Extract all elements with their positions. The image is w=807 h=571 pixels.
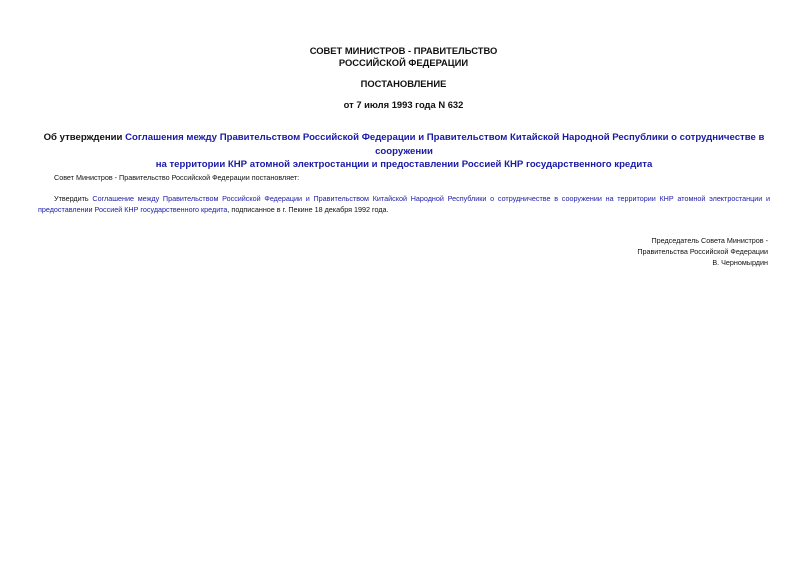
signature-line1: Председатель Совета Министров - (651, 236, 768, 245)
approval-prefix: Утвердить (54, 194, 93, 203)
preamble: Совет Министров - Правительство Российской Федерации постановляет: (54, 173, 300, 182)
agreement-link[interactable]: Соглашение между Правительством Российской Федерации и Правительством Китайской Народной Республики о сотрудничестве в сооружении на территории КНР атомной электростанции и предоставлении Россией КНР государственного кредита (38, 194, 770, 214)
title-agreement-link[interactable]: Соглашения между Правительством Российской Федерации и Правительством Китайской Народной Республики о сотрудничестве в сооружении (125, 132, 765, 157)
approval-suffix: , подписанное в г. Пекине 18 декабря 1992 года. (227, 205, 389, 214)
signature-name: В. Черномырдин (712, 258, 768, 267)
title-prefix: Об утверждении (43, 132, 126, 143)
document-date: от 7 июля 1993 года N 632 (343, 99, 464, 110)
document-title (36, 131, 772, 172)
approval-paragraph (38, 193, 770, 215)
issuing-body-line1: СОВЕТ МИНИСТРОВ - ПРАВИТЕЛЬСТВО (309, 45, 498, 56)
issuing-body-line2: РОССИЙСКОЙ ФЕДЕРАЦИИ (338, 57, 469, 68)
signature-block (637, 235, 768, 268)
document-type: ПОСТАНОВЛЕНИЕ (360, 78, 447, 89)
title-agreement-link-continued[interactable]: на территории КНР атомной электростанции и предоставлении Россией КНР государственного кредита (155, 159, 653, 170)
signature-line2: Правительства Российской Федерации (637, 247, 768, 256)
